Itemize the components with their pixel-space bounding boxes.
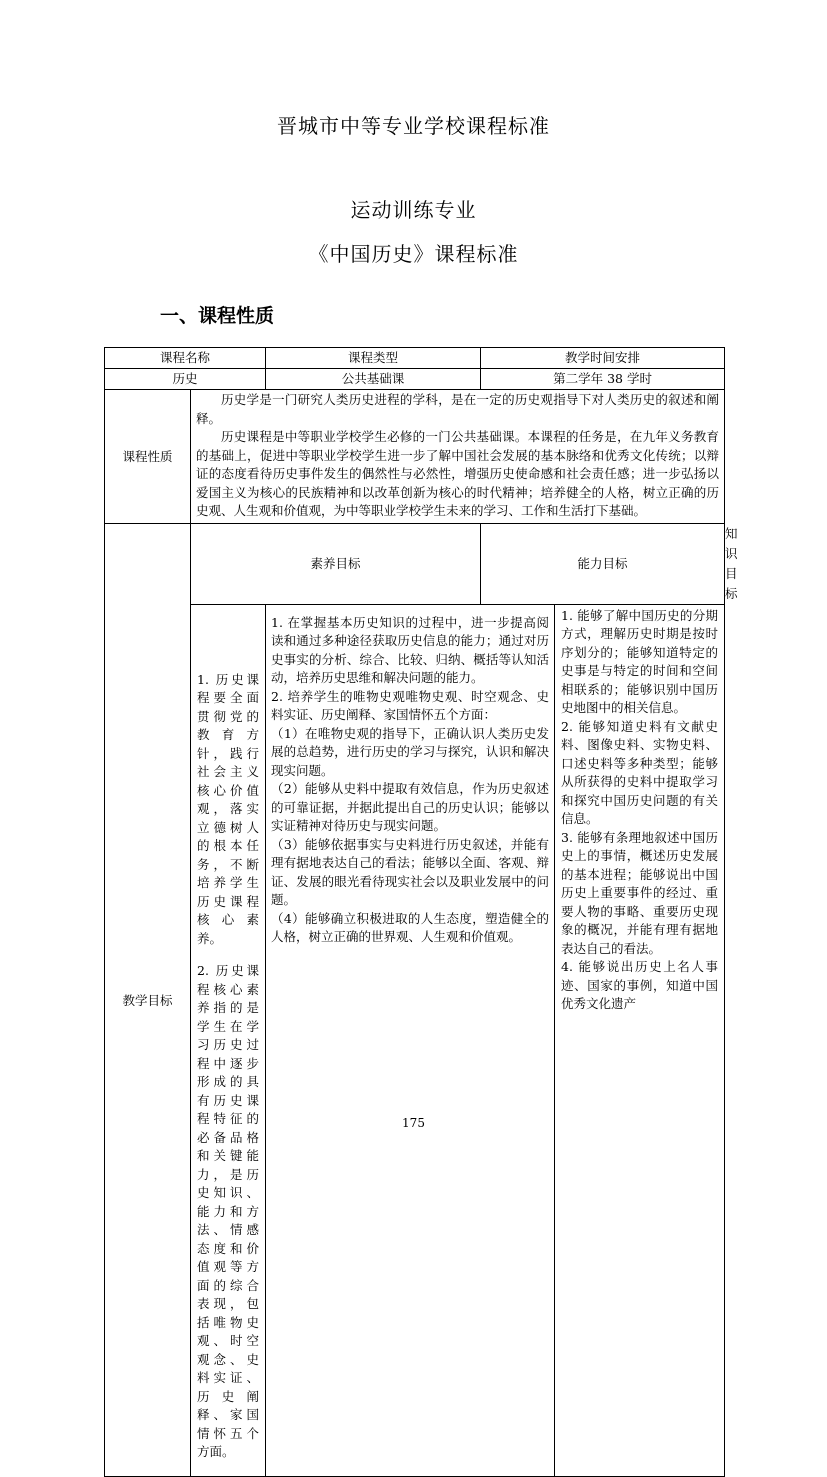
knowledge-item: 4. 能够说出历史上名人事迹、国家的事例，知道中国优秀文化遗产 — [561, 959, 719, 1011]
literacy-item: 1. 历史课程要全面贯彻党的教育方针，践行社会主义核心价值观，落实立德树人的根本任务，不断培养学生历史课程核心素养。 — [197, 671, 260, 946]
header-course-type: 课程类型 — [266, 348, 481, 369]
cell-course-name: 历史 — [105, 369, 266, 390]
ability-item: （2）能够从史料中提取有效信息，作为历史叙述的可靠证据，并据此提出自己的历史认识；能够以实证精神对待历史与现实问题。 — [271, 781, 550, 833]
course-nature-row — [105, 390, 725, 524]
course-title: 《中国历史》课程标准 — [308, 242, 519, 266]
knowledge-goals-cell — [555, 604, 725, 1476]
major-title: 运动训练专业 — [350, 198, 477, 222]
ability-goals-cell — [266, 604, 555, 1476]
section-heading: 一、课程性质 — [160, 305, 275, 327]
literacy-item: 2. 历史课程核心素养指的是学生在学习历史过程中逐步形成的具有历史课程特征的必备品格和关键能力，是历史知识、能力和方法、情感态度和价值观等方面的综合表现，包括唯物史观、时空观念、史料实证、历史阐释、家国情怀五个方面。 — [197, 963, 260, 1459]
nature-paragraph: 历史学是一门研究人类历史进程的学科，是在一定的历史观指导下对人类历史的叙述和阐释。 — [196, 392, 720, 426]
ability-item: （1）在唯物史观的指导下，正确认识人类历史发展的总趋势，进行历史的学习与探究，认识和解决现实问题。 — [271, 725, 550, 778]
header-ability-goals: 能力目标 — [481, 523, 725, 604]
cell-course-type: 公共基础课 — [266, 369, 481, 390]
knowledge-item: 1. 能够了解中国历史的分期方式，理解历史时期是按时序划分的；能够知道特定的史事是与特定的时间和空间相联系的；能够识别中国历史地图中的相关信息。 — [561, 607, 719, 715]
table-row — [105, 369, 725, 390]
goals-header-row: 教学目标 素养目标 能力目标 知识目标 — [105, 523, 725, 604]
header-schedule: 教学时间安排 — [481, 348, 725, 369]
ability-item: 2. 培养学生的唯物史观唯物史观、时空观念、史料实证、历史阐释、家国情怀五个方面： — [271, 688, 550, 722]
course-nature-text — [191, 390, 725, 524]
header-course-name: 课程名称 — [105, 348, 266, 369]
document-title: 晋城市中等专业学校课程标准 — [277, 114, 550, 138]
nature-paragraph: 历史课程是中等职业学校学生必修的一门公共基础课。本课程的任务是，在九年义务教育的基础上，促进中等职业学校学生进一步了解中国社会发展的基本脉络和优秀文化传统；以辩证的态度看待历史事件发生的偶然性与必然性，增强历史使命感和社会责任感；进一步弘扬以爱国主义为核心的民族精神和以改革创新为核心的时代精神；培养健全的人格，树立正确的历史观、人生观和价值观，为中等职业学校学生未来的学习、工作和生活打下基础。 — [196, 429, 720, 518]
knowledge-item: 2. 能够知道史料有文献史料、图像史料、实物史料、口述史料等多种类型；能够从所获得的史料中提取学习和探究中国历史问题的有关信息。 — [561, 718, 719, 826]
goals-content-row — [105, 604, 725, 1476]
knowledge-item: 3. 能够有条理地叙述中国历史上的事情，概述历史发展的基本进程；能够说出中国历史上重要事件的经过、重要人物的事略、重要历史现象的概况，并能有理有据地表达自己的看法。 — [561, 829, 719, 956]
course-standard-table — [104, 347, 738, 1477]
page-number: 175 — [402, 1116, 425, 1130]
ability-item: （3）能够依据事实与史料进行历史叙述，并能有理有据地表达自己的看法；能够以全面、客观、辩证、发展的眼光看待现实社会以及职业发展中的问题。 — [271, 836, 550, 907]
cell-schedule: 第二学年 38 学时 — [481, 369, 725, 390]
teaching-goals-label: 教学目标 — [105, 523, 191, 1476]
ability-item: 1. 在掌握基本历史知识的过程中，进一步提高阅读和通过多种途径获取历史信息的能力；通过对历史事实的分析、综合、比较、归纳、概括等认知活动，培养历史思维和解决问题的能力。 — [271, 614, 550, 685]
table-header-row — [105, 348, 725, 369]
header-literacy-goals: 素养目标 — [191, 523, 481, 604]
literacy-goals-cell — [191, 604, 266, 1476]
ability-item: （4）能够确立积极进取的人生态度，塑造健全的人格，树立正确的世界观、人生观和价值观。 — [271, 910, 550, 944]
course-nature-label: 课程性质 — [105, 390, 191, 524]
